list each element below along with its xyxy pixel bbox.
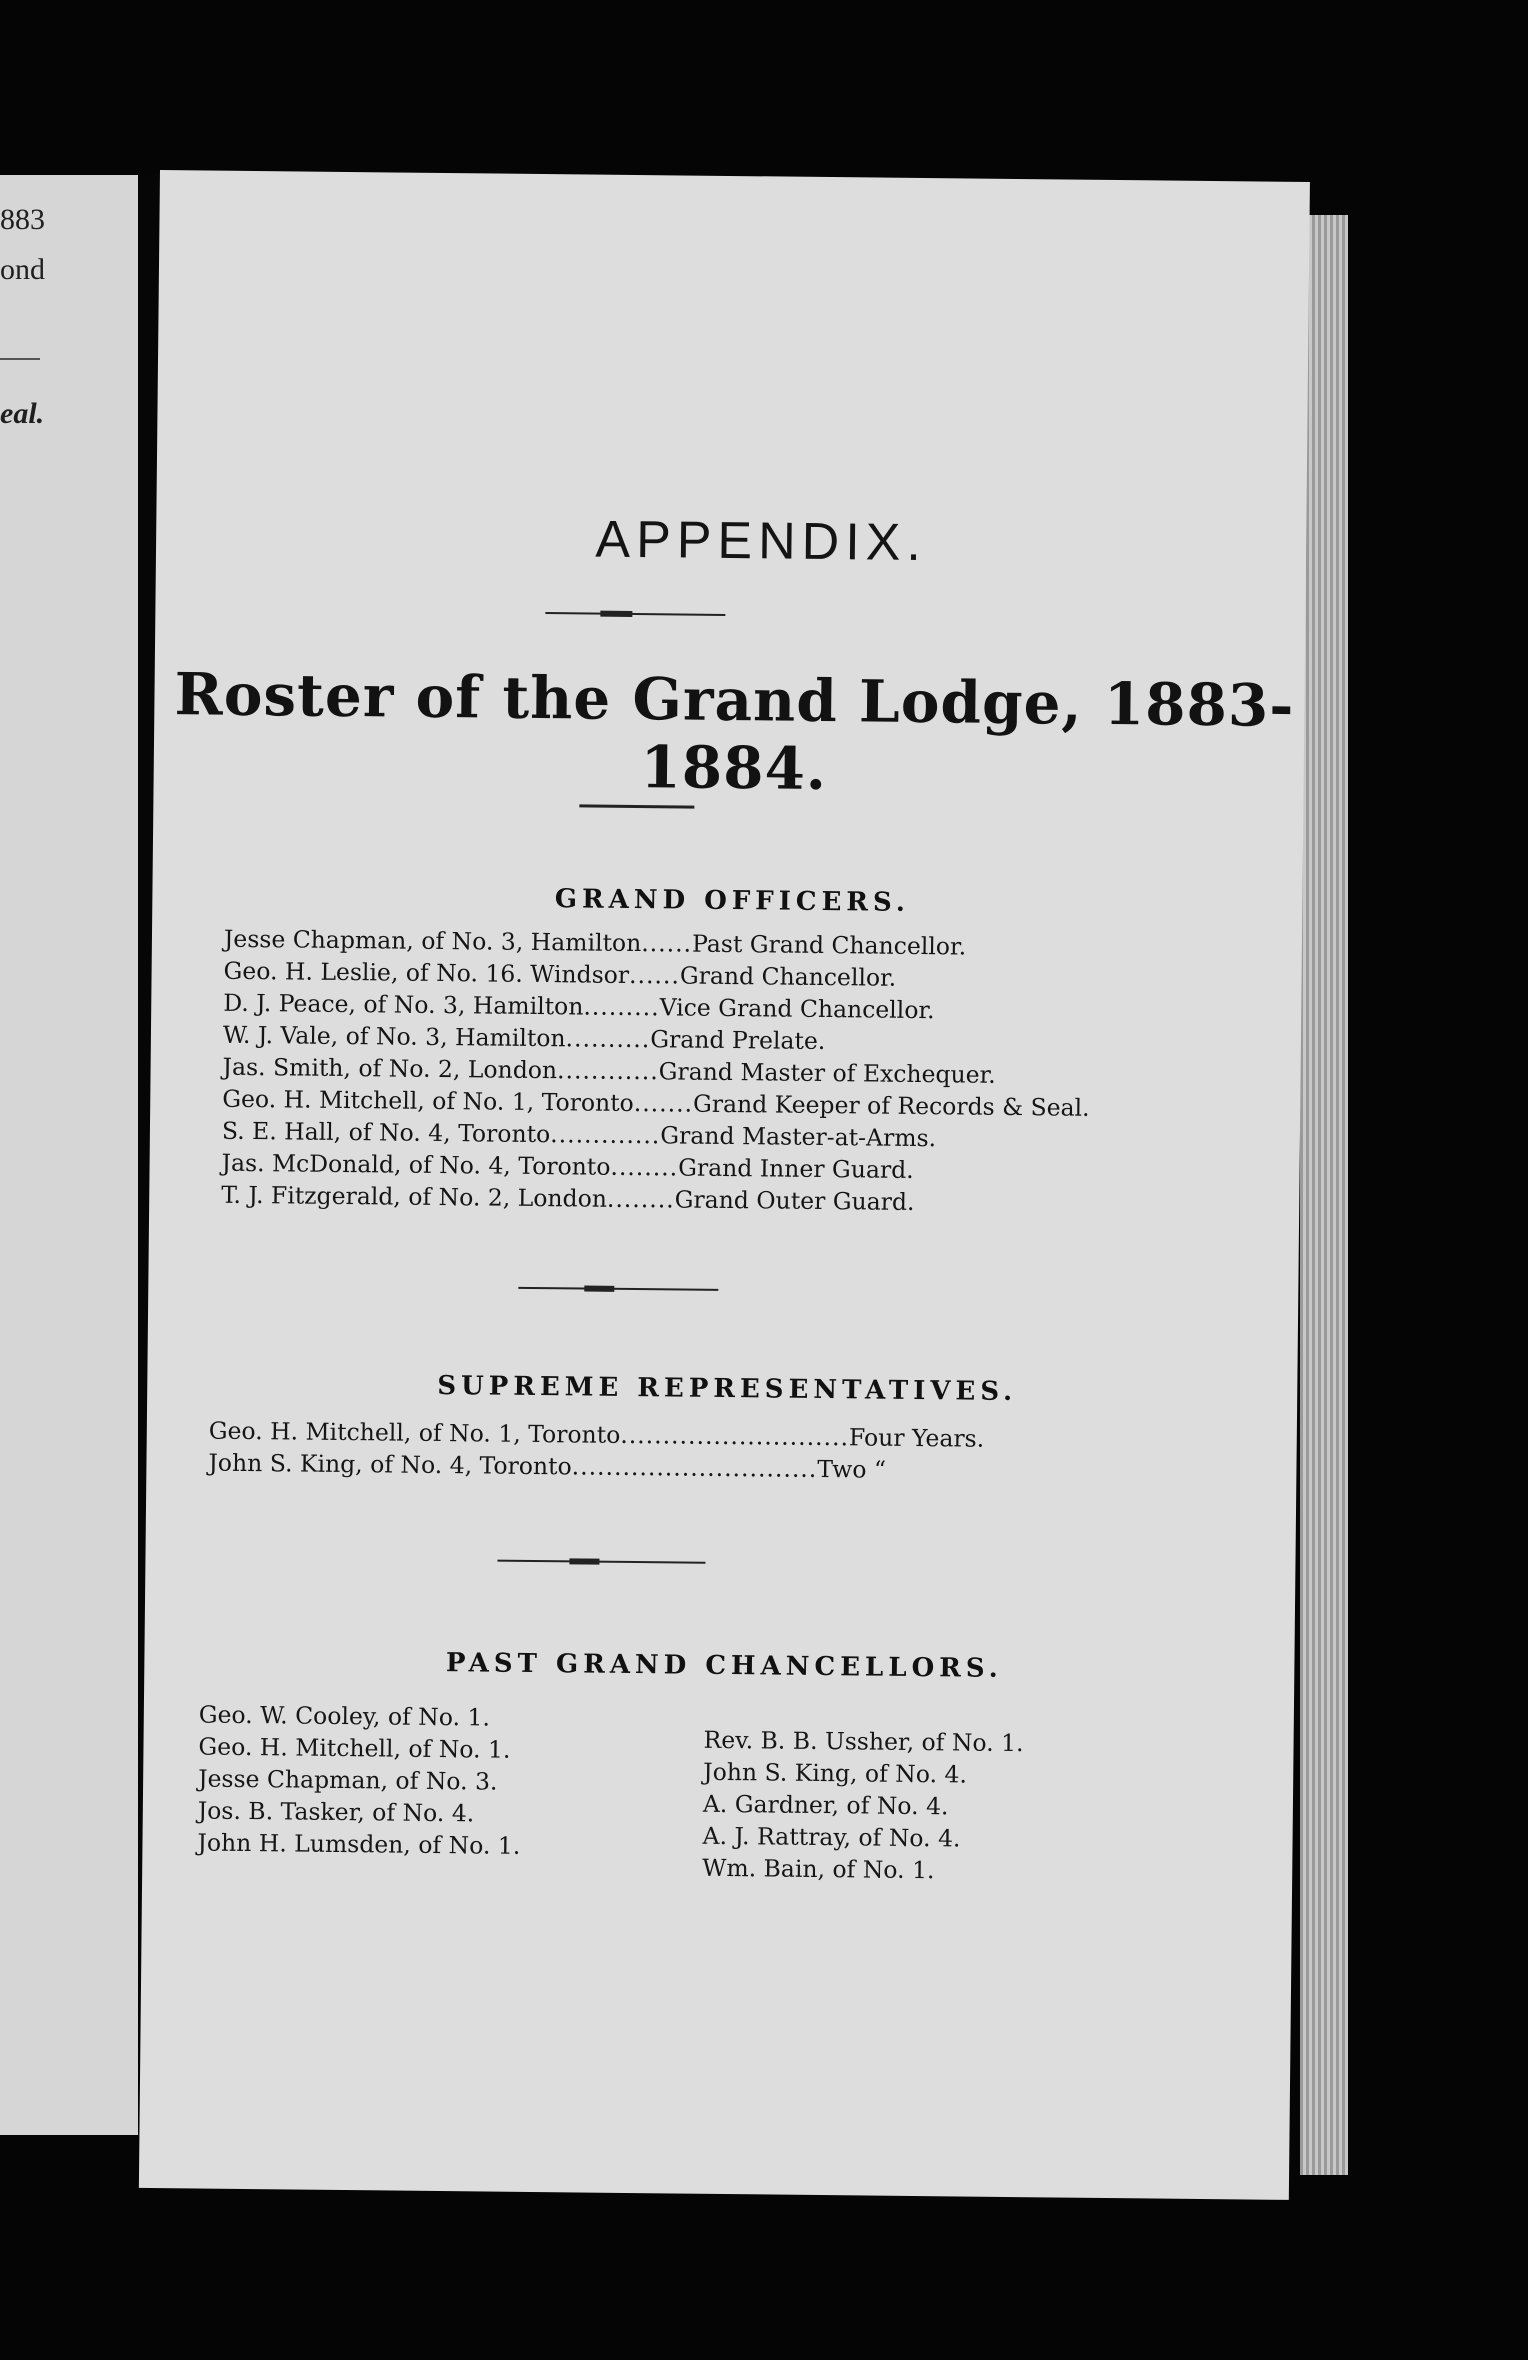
officer-row: Jesse Chapman, of No. 3, Hamilton......Past Grand Chancellor. bbox=[223, 924, 967, 961]
document-page bbox=[139, 170, 1310, 2200]
supreme-representatives-heading: SUPREME REPRESENTATIVES. bbox=[437, 1370, 1018, 1408]
chancellor-left: John H. Lumsden, of No. 1. bbox=[197, 1828, 521, 1860]
ornament-rule bbox=[518, 1287, 718, 1291]
officer-row: Geo. H. Mitchell, of No. 1, Toronto.......Grand Keeper of Records & Seal. bbox=[222, 1084, 1090, 1122]
representative-row: John S. King, of No. 4, Toronto.............................Two “ bbox=[208, 1448, 887, 1484]
chancellor-left: Jos. B. Tasker, of No. 4. bbox=[197, 1796, 475, 1828]
ornament-dot bbox=[584, 1286, 614, 1292]
left-facing-page bbox=[0, 175, 140, 2135]
ornament-rule bbox=[497, 1560, 705, 1564]
chancellor-left: Jesse Chapman, of No. 3. bbox=[198, 1764, 498, 1796]
officer-row: W. J. Vale, of No. 3, Hamilton..........Grand Prelate. bbox=[222, 1020, 826, 1056]
chancellor-left: Geo. W. Cooley, of No. 1. bbox=[198, 1700, 491, 1732]
past-grand-chancellors-heading: PAST GRAND CHANCELLORS. bbox=[445, 1648, 1003, 1684]
chancellor-right: John S. King, of No. 4. bbox=[703, 1757, 968, 1789]
left-fragment-1: 883 bbox=[0, 203, 45, 236]
roster-title: Roster of the Grand Lodge, 1883-1884. bbox=[174, 660, 1295, 804]
title-underline bbox=[579, 804, 694, 808]
officer-row: S. E. Hall, of No. 4, Toronto.............Grand Master-at-Arms. bbox=[221, 1116, 937, 1153]
representative-row: Geo. H. Mitchell, of No. 1, Toronto...........................Four Years. bbox=[208, 1416, 985, 1453]
appendix-heading: APPENDIX. bbox=[595, 510, 928, 573]
chancellor-right: Wm. Bain, of No. 1. bbox=[702, 1853, 935, 1885]
left-fragment-2: ond bbox=[0, 253, 45, 286]
officer-row: Jas. Smith, of No. 2, London............Grand Master of Exchequer. bbox=[222, 1052, 996, 1089]
chancellor-right: A. J. Rattray, of No. 4. bbox=[702, 1821, 961, 1853]
officer-row: Geo. H. Leslie, of No. 16. Windsor......Grand Chancellor. bbox=[223, 956, 897, 992]
ornament-rule bbox=[545, 612, 725, 616]
officer-row: T. J. Fitzgerald, of No. 2, London........Grand Outer Guard. bbox=[221, 1180, 915, 1216]
chancellor-right: A. Gardner, of No. 4. bbox=[702, 1789, 949, 1821]
left-rule bbox=[0, 358, 40, 360]
chancellor-right: Rev. B. B. Ussher, of No. 1. bbox=[703, 1725, 1024, 1758]
officer-row: Jas. McDonald, of No. 4, Toronto........Grand Inner Guard. bbox=[221, 1148, 914, 1184]
ornament-dot bbox=[569, 1558, 599, 1564]
grand-officers-heading: GRAND OFFICERS. bbox=[554, 884, 911, 918]
page-edges bbox=[1300, 215, 1348, 2175]
left-fragment-3: eal. bbox=[0, 397, 45, 430]
officer-row: D. J. Peace, of No. 3, Hamilton.........Vice Grand Chancellor. bbox=[223, 988, 935, 1025]
chancellor-left: Geo. H. Mitchell, of No. 1. bbox=[198, 1732, 511, 1764]
ornament-dot bbox=[600, 611, 632, 617]
